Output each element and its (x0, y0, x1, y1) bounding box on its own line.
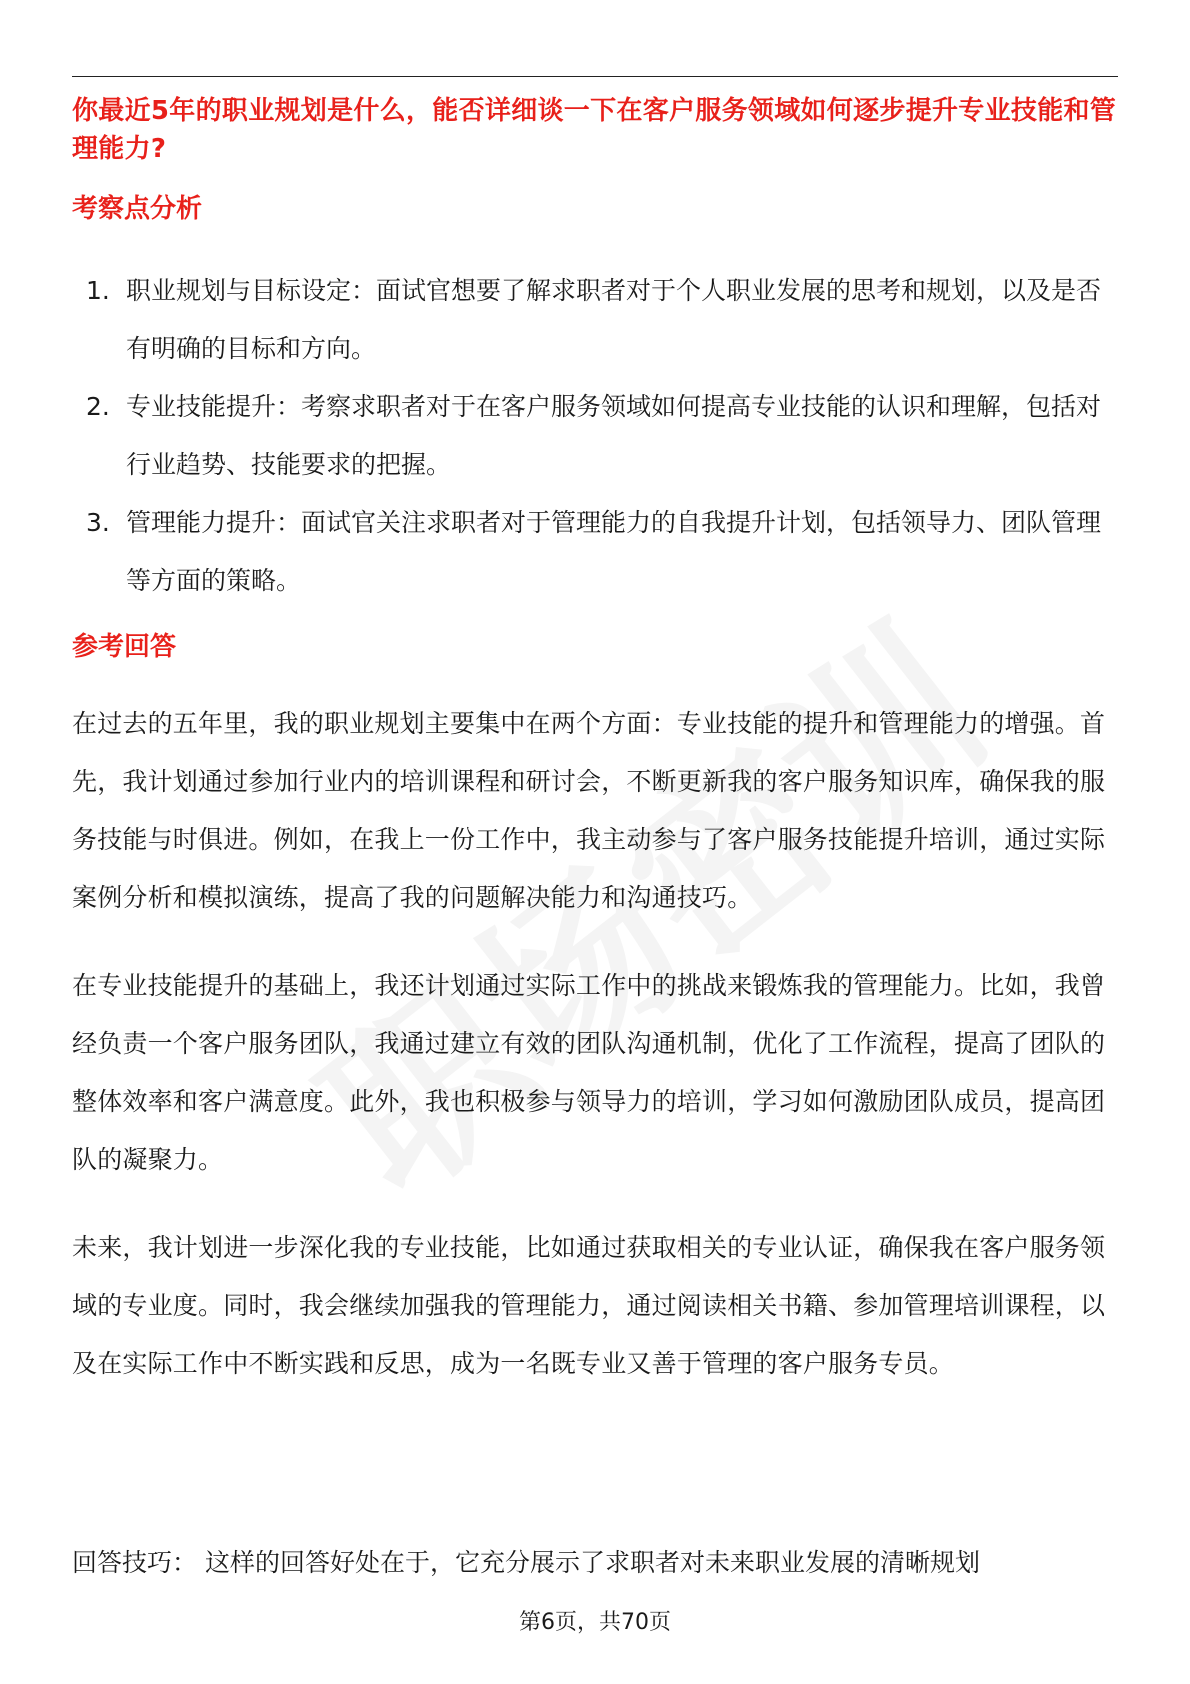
analysis-points-list (72, 262, 1118, 610)
answer-paragraph: 在专业技能提升的基础上，我还计划通过实际工作中的挑战来锻炼我的管理能力。比如，我曾经负责一个客户服务团队，我通过建立有效的团队沟通机制，优化了工作流程，提高了团队的整体效率和客户满意度。此外，我也积极参与领导力的培训，学习如何激励团队成员，提高团队的凝聚力。 (72, 971, 1106, 1174)
answer-tip: 回答技巧： 这样的回答好处在于，它充分展示了求职者对未来职业发展的清晰规划 (72, 1548, 980, 1577)
list-item (72, 262, 1118, 378)
page-number: 第6页，共70页 (519, 1610, 671, 1635)
answer-paragraph: 未来，我计划进一步深化我的专业技能，比如通过获取相关的专业认证，确保我在客户服务领域的专业度。同时，我会继续加强我的管理能力，通过阅读相关书籍、参加管理培训课程，以及在实际工作中不断实践和反思，成为一名既专业又善于管理的客户服务专员。 (72, 1233, 1106, 1378)
list-item-number: 1. (86, 276, 110, 305)
list-item-text: 职业规划与目标设定：面试官想要了解求职者对于个人职业发展的思考和规划，以及是否有明确的目标和方向。 (126, 276, 1102, 363)
list-item-text: 管理能力提升：面试官关注求职者对于管理能力的自我提升计划，包括领导力、团队管理等方面的策略。 (126, 508, 1102, 595)
list-item-text: 专业技能提升：考察求职者对于在客户服务领域如何提高专业技能的认识和理解，包括对行业趋势、技能要求的把握。 (126, 392, 1102, 479)
list-item-number: 2. (86, 392, 110, 421)
header-rule (72, 76, 1118, 77)
question-heading: 你最近5年的职业规划是什么，能否详细谈一下在客户服务领域如何逐步提升专业技能和管理能力? (72, 96, 1117, 164)
list-item (72, 378, 1118, 494)
answer-paragraph: 在过去的五年里，我的职业规划主要集中在两个方面：专业技能的提升和管理能力的增强。首先，我计划通过参加行业内的培训课程和研讨会，不断更新我的客户服务知识库，确保我的服务技能与时俱进。例如，在我上一份工作中，我主动参与了客户服务技能提升培训，通过实际案例分析和模拟演练，提高了我的问题解决能力和沟通技巧。 (72, 709, 1106, 912)
answer-body (72, 695, 1122, 1423)
answer-title: 参考回答 (72, 632, 177, 662)
list-item-number: 3. (86, 508, 110, 537)
analysis-title: 考察点分析 (72, 194, 203, 224)
list-item (72, 494, 1118, 610)
